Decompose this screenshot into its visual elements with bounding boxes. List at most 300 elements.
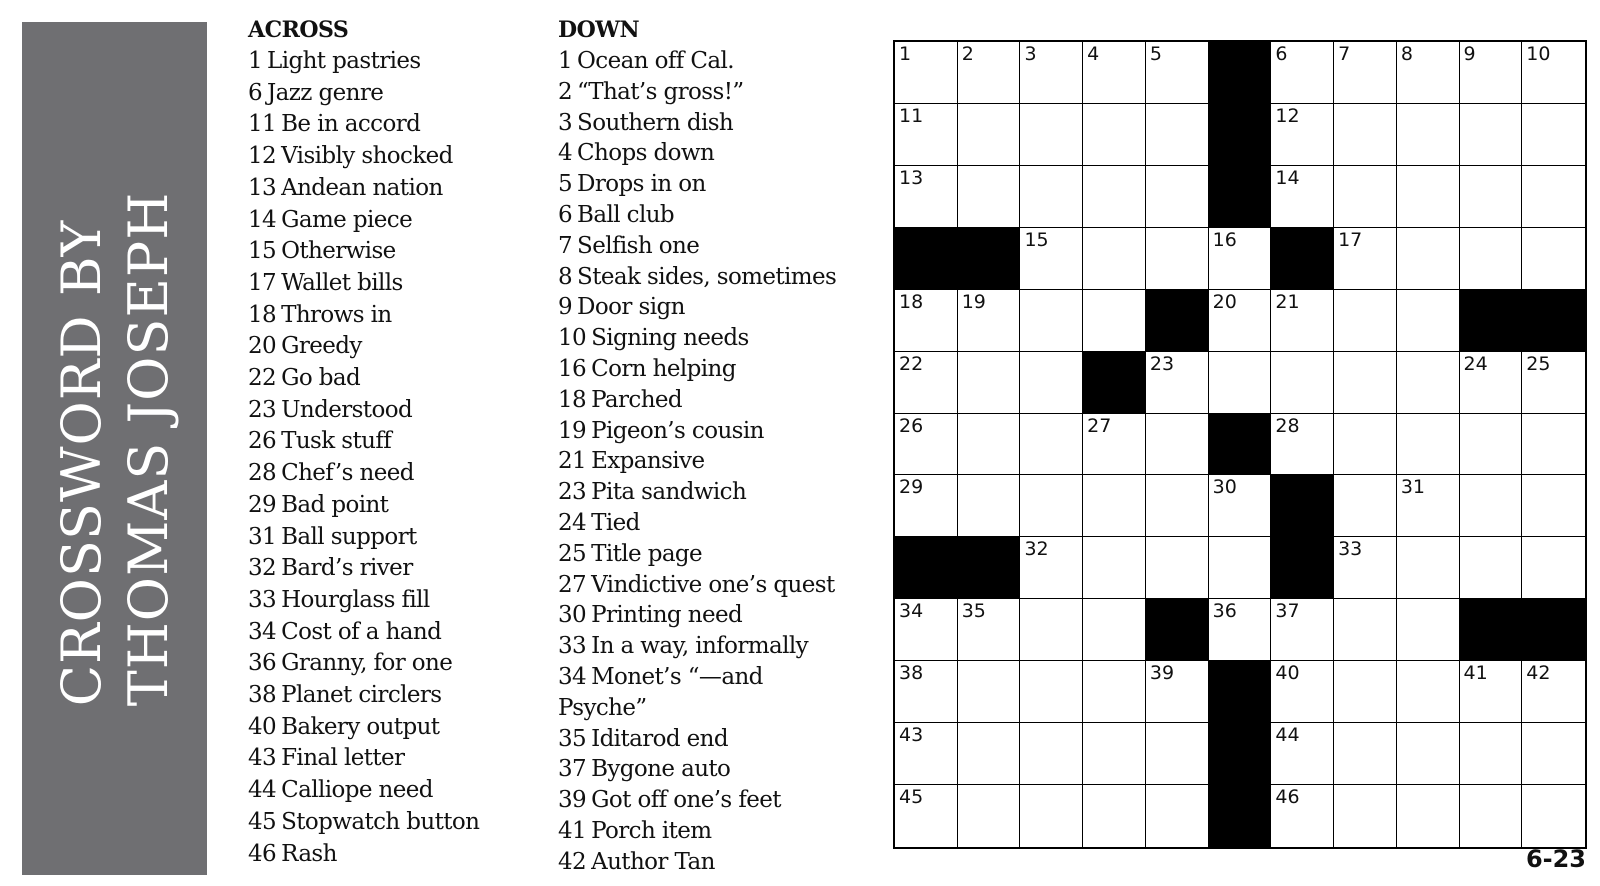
black-square: [1209, 104, 1272, 166]
grid-cell[interactable]: [958, 414, 1021, 476]
cell-number: 20: [1212, 290, 1237, 313]
cell-number: 28: [1275, 414, 1300, 437]
grid-cell[interactable]: [1334, 599, 1397, 661]
cell-number: 9: [1463, 43, 1476, 65]
grid-cell[interactable]: [958, 104, 1021, 166]
clue-number: 28: [248, 460, 277, 487]
across-clue[interactable]: [248, 363, 548, 395]
grid-cell[interactable]: [1020, 166, 1083, 228]
down-clue[interactable]: [558, 508, 858, 539]
grid-cell[interactable]: [1522, 661, 1585, 723]
clue-number: 18: [248, 301, 277, 328]
clue-number: 44: [248, 777, 277, 804]
grid-cell[interactable]: [1522, 785, 1585, 847]
grid-cell[interactable]: [1209, 290, 1272, 352]
clue-number: 31: [248, 523, 277, 550]
grid-cell[interactable]: [1271, 42, 1334, 104]
black-square: [1209, 414, 1272, 476]
clue-number: 16: [558, 355, 587, 382]
cell-number: 25: [1526, 352, 1551, 375]
down-clue[interactable]: [558, 292, 858, 323]
grid-cell[interactable]: [1522, 414, 1585, 476]
clue-number: 12: [248, 143, 277, 170]
clue-text: Corn helping: [591, 355, 736, 382]
clue-text: Iditarod end: [591, 725, 729, 752]
clue-text: Ball support: [281, 523, 417, 550]
grid-cell[interactable]: [1460, 661, 1523, 723]
clue-number: 4: [558, 140, 573, 167]
cell-number: 14: [1275, 166, 1300, 189]
clue-number: 18: [558, 386, 587, 413]
clue-number: 20: [248, 333, 277, 360]
across-clue[interactable]: [248, 141, 548, 173]
clue-text: Granny, for one: [281, 650, 453, 677]
grid-cell[interactable]: [1397, 723, 1460, 785]
down-clue[interactable]: [558, 323, 858, 354]
clue-text: In a way, informally: [591, 633, 809, 660]
across-clue[interactable]: [248, 807, 548, 839]
grid-cell[interactable]: [1334, 723, 1397, 785]
black-square: [1460, 290, 1523, 352]
grid-cell[interactable]: [1271, 290, 1334, 352]
cell-number: 39: [1149, 662, 1175, 685]
black-square: [1271, 228, 1334, 290]
grid-cell[interactable]: [958, 290, 1021, 352]
grid-cell[interactable]: [1271, 166, 1334, 228]
cell-number: 21: [1275, 290, 1300, 313]
grid-cell[interactable]: [1334, 290, 1397, 352]
cell-number: 23: [1149, 352, 1175, 375]
down-clue[interactable]: [558, 539, 858, 570]
cell-number: 41: [1463, 662, 1488, 685]
across-clue[interactable]: [248, 839, 548, 871]
across-clue[interactable]: [248, 775, 548, 807]
down-clue[interactable]: [558, 570, 858, 601]
down-clue[interactable]: [558, 354, 858, 385]
down-clue[interactable]: [558, 600, 858, 631]
clue-number: 8: [558, 263, 573, 290]
grid-cell[interactable]: [1397, 785, 1460, 847]
grid-cell[interactable]: [1522, 723, 1585, 785]
clue-text: “That’s gross!”: [577, 78, 744, 105]
grid-cell[interactable]: [1020, 599, 1083, 661]
cell-number: 1: [899, 43, 912, 65]
across-clue[interactable]: [248, 490, 548, 522]
clue-number: 1: [248, 48, 263, 74]
clue-text: Go bad: [281, 365, 361, 392]
grid-cell[interactable]: [1397, 475, 1460, 537]
down-clue[interactable]: [558, 385, 858, 416]
grid-cell[interactable]: [1020, 228, 1083, 290]
clue-number: 35: [558, 725, 587, 752]
grid-cell[interactable]: [1146, 352, 1209, 414]
clue-number: 46: [248, 840, 277, 867]
black-square: [1522, 290, 1585, 352]
title-line-2: THOMAS JOSEPH: [116, 191, 180, 706]
across-clue[interactable]: [248, 300, 548, 332]
grid-cell[interactable]: [1083, 599, 1146, 661]
grid-cell[interactable]: [1146, 414, 1209, 476]
down-clue[interactable]: [558, 631, 858, 662]
grid-cell[interactable]: [1334, 228, 1397, 290]
grid-cell[interactable]: [895, 414, 958, 476]
grid-cell[interactable]: [1083, 42, 1146, 104]
grid-cell[interactable]: [1083, 228, 1146, 290]
cell-number: 10: [1526, 43, 1551, 65]
clue-number: 43: [248, 745, 277, 772]
grid-cell[interactable]: [1146, 228, 1209, 290]
across-clue[interactable]: [248, 331, 548, 363]
grid-cell[interactable]: [1020, 414, 1083, 476]
grid-cell[interactable]: [1334, 475, 1397, 537]
cell-number: 42: [1526, 662, 1551, 685]
grid-cell[interactable]: [958, 599, 1021, 661]
clue-number: 6: [558, 201, 573, 228]
grid-cell[interactable]: [1271, 352, 1334, 414]
black-square: [1083, 352, 1146, 414]
grid-cell[interactable]: [1397, 104, 1460, 166]
down-clue-list: [558, 46, 858, 878]
grid-cell[interactable]: [1209, 228, 1272, 290]
grid-cell[interactable]: [1083, 290, 1146, 352]
grid-cell[interactable]: [895, 785, 958, 847]
down-clue[interactable]: [558, 46, 858, 77]
across-clue[interactable]: [248, 617, 548, 649]
clue-text: Signing needs: [591, 325, 749, 352]
black-square: [1209, 42, 1272, 104]
across-clue[interactable]: [248, 78, 548, 110]
cell-number: 45: [899, 786, 924, 809]
grid-cell[interactable]: [1397, 661, 1460, 723]
grid-cell[interactable]: [1146, 723, 1209, 785]
clue-text: Printing need: [591, 602, 743, 629]
cell-number: 33: [1338, 538, 1363, 561]
grid-cell[interactable]: [895, 723, 958, 785]
grid-cell[interactable]: [958, 166, 1021, 228]
grid-cell[interactable]: [1020, 290, 1083, 352]
grid-cell[interactable]: [1209, 599, 1272, 661]
down-clue[interactable]: [558, 416, 858, 447]
clue-number: 19: [558, 417, 587, 444]
grid-cell[interactable]: [1522, 537, 1585, 599]
grid-cell[interactable]: [895, 661, 958, 723]
grid-cell[interactable]: [1460, 166, 1523, 228]
cell-number: 16: [1212, 228, 1237, 251]
cell-number: 43: [899, 724, 924, 747]
grid-cell[interactable]: [1146, 785, 1209, 847]
grid-cell[interactable]: [1209, 475, 1272, 537]
across-clue[interactable]: [248, 680, 548, 712]
clue-text: Selfish one: [577, 232, 700, 259]
cell-number: 46: [1275, 786, 1300, 809]
clue-text: Steak sides, sometimes: [577, 263, 837, 290]
grid-cell[interactable]: [1083, 414, 1146, 476]
black-square: [1460, 599, 1523, 661]
cell-number: 24: [1463, 352, 1488, 375]
across-clue[interactable]: [248, 553, 548, 585]
grid-cell[interactable]: [895, 599, 958, 661]
grid-cell[interactable]: [1397, 599, 1460, 661]
clue-text: Andean nation: [281, 174, 443, 201]
grid-cell[interactable]: [1334, 42, 1397, 104]
grid-cell[interactable]: [1334, 166, 1397, 228]
cell-number: 18: [899, 290, 924, 313]
down-clue[interactable]: [558, 724, 858, 755]
cell-number: 29: [899, 476, 924, 499]
grid-cell[interactable]: [1020, 475, 1083, 537]
black-square: [958, 537, 1021, 599]
across-clue[interactable]: [248, 109, 548, 141]
across-clue[interactable]: [248, 268, 548, 300]
cell-number: 5: [1149, 43, 1162, 65]
grid-cell[interactable]: [1083, 785, 1146, 847]
clue-text: Porch item: [591, 817, 712, 844]
grid-cell[interactable]: [1334, 785, 1397, 847]
clue-number: 9: [558, 294, 573, 321]
grid-cell[interactable]: [1083, 104, 1146, 166]
black-square: [1209, 785, 1272, 847]
grid-cell[interactable]: [1083, 723, 1146, 785]
down-clue[interactable]: [558, 816, 858, 847]
cell-number: 27: [1087, 414, 1112, 437]
black-square: [1146, 290, 1209, 352]
grid-cell[interactable]: [1334, 414, 1397, 476]
grid-cell[interactable]: [1020, 661, 1083, 723]
down-clue[interactable]: [558, 138, 858, 169]
grid-cell[interactable]: [1334, 104, 1397, 166]
grid-cell[interactable]: [1334, 352, 1397, 414]
clue-number: 5: [558, 171, 573, 198]
down-clue[interactable]: [558, 231, 858, 262]
grid-cell[interactable]: [1397, 537, 1460, 599]
grid-cell[interactable]: [1460, 537, 1523, 599]
down-clue[interactable]: [558, 108, 858, 139]
grid-cell[interactable]: [958, 785, 1021, 847]
across-clue[interactable]: [248, 173, 548, 205]
down-clue[interactable]: [558, 477, 858, 508]
grid-cell[interactable]: [1460, 723, 1523, 785]
clue-text: Ocean off Cal.: [577, 48, 734, 74]
down-clue[interactable]: [558, 262, 858, 293]
grid-cell[interactable]: [1209, 352, 1272, 414]
grid-cell[interactable]: [1522, 228, 1585, 290]
grid-cell[interactable]: [1397, 228, 1460, 290]
clue-number: 11: [248, 111, 277, 138]
grid-cell[interactable]: [1146, 42, 1209, 104]
across-clue[interactable]: [248, 205, 548, 237]
grid-cell[interactable]: [1020, 42, 1083, 104]
cell-number: 37: [1275, 600, 1300, 623]
clue-number: 23: [248, 396, 277, 423]
clue-text: Planet circlers: [281, 682, 442, 709]
clue-text: Greedy: [281, 333, 362, 360]
across-clues-column: [248, 15, 548, 870]
cell-number: 2: [961, 43, 974, 65]
black-square: [1271, 537, 1334, 599]
grid-cell[interactable]: [1271, 414, 1334, 476]
cell-number: 31: [1400, 476, 1425, 499]
clue-number: 22: [248, 365, 277, 392]
cell-number: 4: [1087, 43, 1100, 65]
grid-cell[interactable]: [895, 290, 958, 352]
black-square: [1271, 475, 1334, 537]
grid-cell[interactable]: [1083, 537, 1146, 599]
across-clue[interactable]: [248, 236, 548, 268]
down-clue[interactable]: [558, 662, 858, 693]
grid-cell[interactable]: [1146, 475, 1209, 537]
grid-cell[interactable]: [1146, 166, 1209, 228]
clue-number: 21: [558, 448, 587, 475]
down-clue[interactable]: [558, 446, 858, 477]
grid-cell[interactable]: [1522, 42, 1585, 104]
grid-cell[interactable]: [1271, 723, 1334, 785]
grid-cell[interactable]: [1397, 166, 1460, 228]
clue-number: 45: [248, 808, 277, 835]
clue-text: Southern dish: [577, 109, 734, 136]
across-clue[interactable]: [248, 743, 548, 775]
clue-number: 24: [558, 509, 587, 536]
down-clue[interactable]: [558, 200, 858, 231]
grid-cell[interactable]: [1460, 414, 1523, 476]
down-clue[interactable]: [558, 847, 858, 878]
down-clue[interactable]: [558, 169, 858, 200]
grid-cell[interactable]: [1020, 537, 1083, 599]
black-square: [958, 228, 1021, 290]
clue-number: 32: [248, 555, 277, 582]
grid-cell[interactable]: [958, 352, 1021, 414]
clue-number: 14: [248, 206, 277, 233]
grid-cell[interactable]: [1522, 104, 1585, 166]
cell-number: 44: [1275, 724, 1300, 747]
clue-text: Parched: [591, 386, 683, 413]
clue-text: Chops down: [577, 140, 715, 167]
grid-cell[interactable]: [1271, 599, 1334, 661]
across-clue[interactable]: [248, 395, 548, 427]
across-clue[interactable]: [248, 46, 548, 78]
clue-text: Bard’s river: [281, 555, 413, 582]
grid-cell[interactable]: [958, 475, 1021, 537]
cell-number: 12: [1275, 104, 1300, 127]
grid-cell[interactable]: [1146, 104, 1209, 166]
clue-number: 17: [248, 269, 277, 296]
clue-number: 36: [248, 650, 277, 677]
clue-number: 27: [558, 571, 587, 598]
clue-number: 33: [558, 633, 587, 660]
clue-number: 38: [248, 682, 277, 709]
black-square: [895, 537, 958, 599]
down-clue[interactable]: [558, 693, 858, 724]
title-banner: [22, 22, 207, 875]
clue-text: Be in accord: [281, 111, 421, 138]
across-clue[interactable]: [248, 712, 548, 744]
grid-cell[interactable]: [895, 42, 958, 104]
cell-number: 15: [1024, 228, 1049, 251]
down-clue[interactable]: [558, 754, 858, 785]
grid-cell[interactable]: [1083, 166, 1146, 228]
clue-text: Throws in: [281, 301, 392, 328]
grid-cell[interactable]: [1460, 228, 1523, 290]
black-square: [1522, 599, 1585, 661]
black-square: [895, 228, 958, 290]
cell-number: 26: [899, 414, 924, 437]
grid-cell[interactable]: [1460, 475, 1523, 537]
grid-cell[interactable]: [1020, 352, 1083, 414]
across-clue[interactable]: [248, 585, 548, 617]
grid-cell[interactable]: [1522, 166, 1585, 228]
puzzle-date: 6-23: [1525, 845, 1586, 873]
cell-number: 36: [1212, 600, 1237, 623]
grid-cell[interactable]: [1522, 352, 1585, 414]
grid-cell[interactable]: [1271, 785, 1334, 847]
grid-cell[interactable]: [1334, 537, 1397, 599]
grid-cell[interactable]: [1209, 537, 1272, 599]
down-clue[interactable]: [558, 785, 858, 816]
grid-cell[interactable]: [1397, 414, 1460, 476]
across-clue[interactable]: [248, 458, 548, 490]
across-clue[interactable]: [248, 522, 548, 554]
clue-text: Understood: [281, 396, 413, 423]
grid-cell[interactable]: [1397, 352, 1460, 414]
clue-text: Visibly shocked: [281, 143, 453, 170]
grid-cell[interactable]: [1460, 785, 1523, 847]
grid-cell[interactable]: [1083, 475, 1146, 537]
grid-cell[interactable]: [958, 42, 1021, 104]
clue-text: Bygone auto: [591, 756, 731, 783]
grid-cell[interactable]: [1522, 475, 1585, 537]
across-clue[interactable]: [248, 426, 548, 458]
grid-cell[interactable]: [895, 475, 958, 537]
cell-number: 3: [1024, 43, 1037, 65]
cell-number: 7: [1338, 43, 1351, 65]
cell-number: 8: [1400, 43, 1413, 65]
grid-cell[interactable]: [1460, 42, 1523, 104]
grid-cell[interactable]: [895, 352, 958, 414]
clue-text: Jazz genre: [267, 79, 384, 106]
grid-cell[interactable]: [1020, 104, 1083, 166]
grid-cell[interactable]: [1397, 290, 1460, 352]
grid-cell[interactable]: [1020, 785, 1083, 847]
grid-cell[interactable]: [1083, 661, 1146, 723]
across-clue[interactable]: [248, 648, 548, 680]
clue-number: 41: [558, 817, 587, 844]
grid-cell[interactable]: [895, 166, 958, 228]
grid-cell[interactable]: [1020, 723, 1083, 785]
cell-number: 32: [1024, 538, 1049, 561]
grid-cell[interactable]: [1146, 661, 1209, 723]
clue-number: 3: [558, 109, 573, 136]
grid-cell[interactable]: [1460, 104, 1523, 166]
clue-text: Ball club: [577, 201, 675, 228]
grid-cell[interactable]: [1271, 661, 1334, 723]
clue-text: Tied: [591, 509, 640, 536]
grid-cell[interactable]: [1460, 352, 1523, 414]
cell-number: 17: [1338, 228, 1363, 251]
title-line-1: CROSSWORD BY: [49, 219, 113, 706]
clue-number: 10: [558, 325, 587, 352]
cell-number: 13: [899, 166, 924, 189]
clue-number: 23: [558, 479, 587, 506]
grid-cell[interactable]: [1397, 42, 1460, 104]
down-clue[interactable]: [558, 77, 858, 108]
grid-cell[interactable]: [1271, 104, 1334, 166]
clue-number: 2: [558, 78, 573, 105]
clue-number: 33: [248, 586, 277, 613]
grid-cell[interactable]: [1334, 661, 1397, 723]
grid-cell[interactable]: [958, 723, 1021, 785]
grid-cell[interactable]: [1146, 537, 1209, 599]
grid-cell[interactable]: [895, 104, 958, 166]
grid-cell[interactable]: [958, 661, 1021, 723]
